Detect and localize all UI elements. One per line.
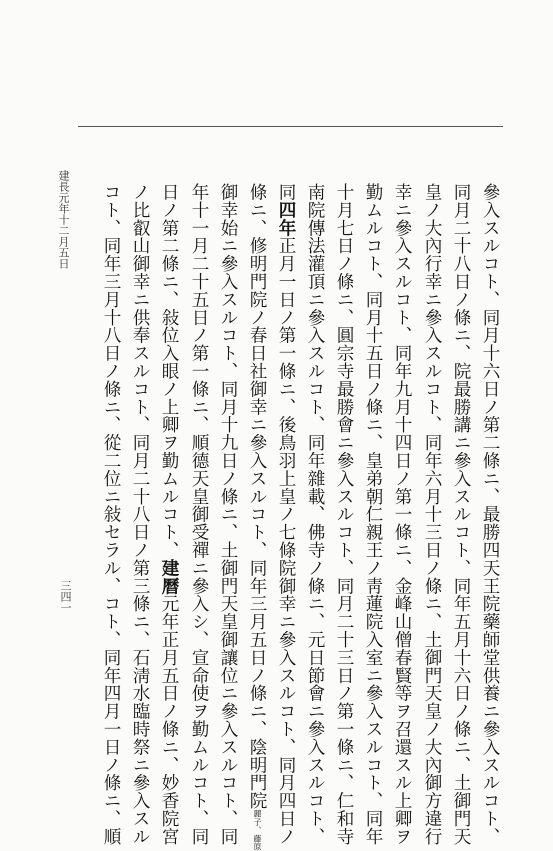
text-segment: 勤ムルコト、同月十五日ノ條ニ、皇弟朝仁親王ノ靑蓮院入室ニ參入スルコト、同年	[363, 183, 383, 845]
text-segment: 正月一日ノ第一條ニ、後鳥羽上皇ノ七條院御幸ニ參入スルコト、同月四日ノ	[276, 237, 296, 846]
text-column	[334, 183, 354, 845]
text-segment: 同月二十八日ノ條ニ、院最勝講ニ參入スルコト、同年五月十六日ノ條ニ、土御門天	[451, 183, 471, 845]
text-segment: 幸ニ參入スルコト、同年九月十四日ノ第一條ニ、金峰山僧春賢等ヲ召還スル上卿ヲ	[392, 183, 412, 845]
text-column	[130, 183, 150, 845]
text-segment: 年十一月二十五日ノ第一條ニ、順德天皇御受禪ニ參入シ、宣命使ヲ勤ムルコト、同	[189, 183, 209, 845]
text-segment: 御幸始ニ參入スルコト、同月十九日ノ條ニ、土御門天皇御讓位ニ參入スルコト、同	[218, 183, 238, 845]
text-segment: 日ノ第二條ニ、敍位入眼ノ上卿ヲ勤ムルコト、	[159, 183, 179, 559]
text-segment: 十月七日ノ條ニ、圓宗寺最勝會ニ參入スルコト、同月二十三日ノ第一條ニ、仁和寺	[334, 183, 354, 845]
text-segment: 元年正月五日ノ條ニ、妙香院宮	[159, 595, 179, 846]
text-segment: コト、同年三月十八日ノ條ニ、從二位ニ敍セラル、コト、同年四月一日ノ條ニ、順	[101, 183, 121, 845]
text-column	[392, 183, 412, 845]
page-number: 三四一	[59, 580, 71, 613]
text-column	[247, 183, 267, 851]
header-rule	[78, 126, 503, 127]
text-segment: 建曆	[159, 559, 180, 595]
text-segment: 條ニ、修明門院ノ春日社御幸ニ參入スルコト、同年三月五日ノ條ニ、陰明門院	[247, 183, 267, 810]
text-column	[480, 183, 500, 845]
text-segment: 皇ノ大內行幸ニ參入スルコト、同年六月十三日ノ條ニ、土御門天皇ノ大內御方違行	[422, 183, 442, 845]
text-column	[451, 183, 471, 845]
text-segment: 四年	[276, 201, 297, 237]
text-segment: 南院傳法灌頂ニ參入スルコト、同年雜載、佛寺ノ條ニ、元日節會ニ參入スルコト、	[305, 183, 325, 845]
text-segment: 參入スルコト、同月十六日ノ第二條ニ、最勝四天王院藥師堂供養ニ參入スルコト、	[480, 183, 500, 845]
text-segment: 同	[276, 183, 296, 201]
running-head-date: 建長元年十二月五日	[57, 170, 69, 269]
text-column	[101, 183, 121, 845]
inline-annotation: 麗子、藤原	[253, 810, 262, 851]
text-column	[218, 183, 238, 845]
text-column	[363, 183, 383, 845]
text-column	[422, 183, 442, 845]
text-column	[159, 183, 179, 845]
text-column	[305, 183, 325, 845]
text-column	[189, 183, 209, 845]
text-column	[276, 183, 296, 845]
text-segment: ノ比叡山御幸ニ供奉スルコト、同月二十八日ノ第三條ニ、石淸水臨時祭ニ參入スル	[130, 183, 150, 845]
